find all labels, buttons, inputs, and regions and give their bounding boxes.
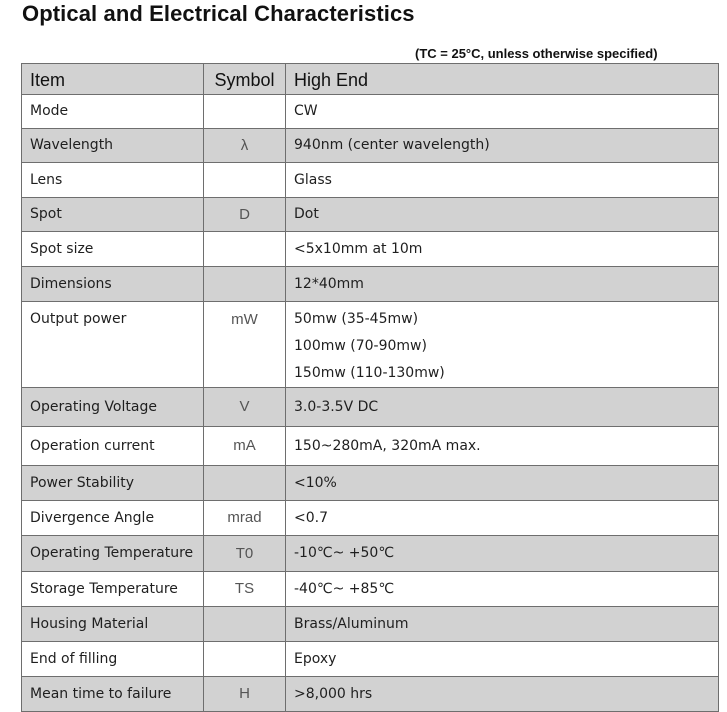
cell-value-line: 12*40mm xyxy=(294,276,364,292)
cell-value xyxy=(286,129,719,163)
table-row xyxy=(22,642,719,677)
table-row xyxy=(22,232,719,267)
cell-item: Power Stability xyxy=(22,466,204,501)
cell-item: Lens xyxy=(22,163,204,198)
cell-value-line: Brass/Aluminum xyxy=(294,616,409,632)
cell-symbol: H xyxy=(204,677,286,712)
cell-value xyxy=(286,95,719,129)
cell-value-line: -10℃~ +50℃ xyxy=(294,545,395,561)
table-row xyxy=(22,677,719,712)
cell-item: Spot xyxy=(22,198,204,232)
cell-value-line: Dot xyxy=(294,206,319,222)
table-row xyxy=(22,427,719,466)
cell-symbol: mW xyxy=(204,302,286,388)
table-row xyxy=(22,466,719,501)
cell-item: Mode xyxy=(22,95,204,129)
cell-value-line: CW xyxy=(294,103,318,119)
table-row xyxy=(22,95,719,129)
cell-value xyxy=(286,198,719,232)
cell-value-line: 100mw (70-90mw) xyxy=(294,338,427,354)
test-condition-note: (TC = 25°C, unless otherwise specified) xyxy=(415,46,658,61)
column-header-symbol: Symbol xyxy=(204,64,286,95)
cell-value xyxy=(286,572,719,607)
cell-value xyxy=(286,642,719,677)
cell-value xyxy=(286,163,719,198)
cell-symbol xyxy=(204,163,286,198)
cell-item: End of filling xyxy=(22,642,204,677)
cell-value-line: >8,000 hrs xyxy=(294,686,373,702)
cell-item: Dimensions xyxy=(22,267,204,302)
table-row xyxy=(22,267,719,302)
cell-value xyxy=(286,427,719,466)
table-row xyxy=(22,163,719,198)
cell-value xyxy=(286,677,719,712)
cell-symbol xyxy=(204,607,286,642)
table-row xyxy=(22,536,719,572)
table-header-row xyxy=(22,64,719,95)
cell-symbol xyxy=(204,466,286,501)
cell-item: Operating Voltage xyxy=(22,388,204,427)
cell-item: Spot size xyxy=(22,232,204,267)
cell-symbol: D xyxy=(204,198,286,232)
cell-value xyxy=(286,536,719,572)
table-row xyxy=(22,302,719,388)
table-row xyxy=(22,198,719,232)
cell-value-line: Epoxy xyxy=(294,651,337,667)
cell-value xyxy=(286,388,719,427)
cell-symbol: T0 xyxy=(204,536,286,572)
cell-item: Housing Material xyxy=(22,607,204,642)
cell-value-line: 150~280mA, 320mA max. xyxy=(294,438,481,454)
cell-item: Divergence Angle xyxy=(22,501,204,536)
cell-value-line: <5x10mm at 10m xyxy=(294,241,423,257)
cell-symbol: V xyxy=(204,388,286,427)
table-row xyxy=(22,607,719,642)
cell-item: Wavelength xyxy=(22,129,204,163)
cell-symbol: mrad xyxy=(204,501,286,536)
cell-value xyxy=(286,466,719,501)
cell-value-line: 3.0-3.5V DC xyxy=(294,399,379,415)
characteristics-table xyxy=(21,63,719,712)
cell-item: Mean time to failure xyxy=(22,677,204,712)
cell-symbol xyxy=(204,642,286,677)
table-row xyxy=(22,572,719,607)
cell-value-line: <10% xyxy=(294,475,337,491)
cell-item: Output power xyxy=(22,302,204,388)
cell-symbol: mA xyxy=(204,427,286,466)
cell-value xyxy=(286,232,719,267)
cell-value xyxy=(286,267,719,302)
cell-item: Storage Temperature xyxy=(22,572,204,607)
column-header-item: Item xyxy=(22,64,204,95)
cell-value-line: 50mw (35-45mw) xyxy=(294,311,419,327)
cell-value-line: -40℃~ +85℃ xyxy=(294,581,395,597)
cell-symbol: λ xyxy=(204,129,286,163)
cell-value-line: 940nm (center wavelength) xyxy=(294,137,490,153)
cell-value-line: Glass xyxy=(294,172,332,188)
cell-value xyxy=(286,501,719,536)
cell-value xyxy=(286,302,719,388)
cell-value-line: <0.7 xyxy=(294,510,328,526)
table-row xyxy=(22,129,719,163)
page-title: Optical and Electrical Characteristics xyxy=(22,1,415,26)
cell-symbol xyxy=(204,232,286,267)
cell-value xyxy=(286,607,719,642)
cell-item: Operation current xyxy=(22,427,204,466)
cell-symbol: TS xyxy=(204,572,286,607)
cell-item: Operating Temperature xyxy=(22,536,204,572)
cell-symbol xyxy=(204,267,286,302)
table-row xyxy=(22,501,719,536)
cell-symbol xyxy=(204,95,286,129)
table-row xyxy=(22,388,719,427)
cell-value-line: 150mw (110-130mw) xyxy=(294,365,445,381)
column-header-high-end: High End xyxy=(286,64,719,95)
